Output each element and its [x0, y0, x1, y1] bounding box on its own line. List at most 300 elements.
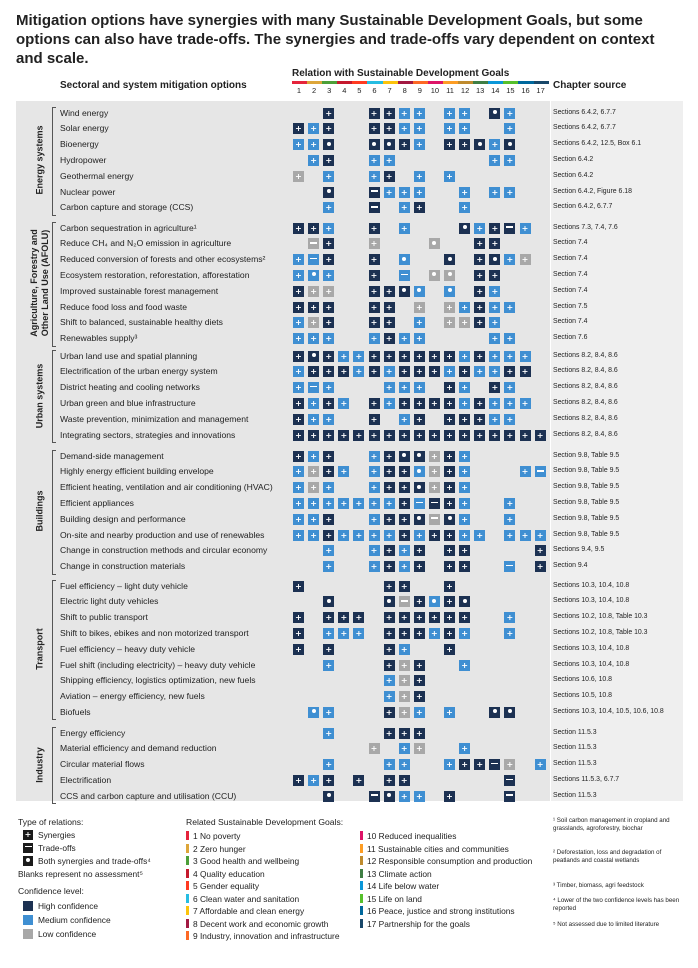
chapter-source: Sections 6.4.2, 12.5, Box 6.1 — [553, 140, 642, 148]
option-label: CCS and carbon capture and utilisation (CCU) — [60, 790, 237, 801]
synergy-cell: + — [459, 628, 470, 639]
options-column-header: Sectoral and system mitigation options — [60, 80, 247, 91]
synergy-cell: + — [459, 398, 470, 409]
high-confidence-swatch — [23, 901, 33, 911]
option-label: Solar energy — [60, 123, 109, 134]
mixed-cell — [444, 254, 455, 265]
synergy-cell: + — [384, 430, 395, 441]
synergy-cell: + — [338, 498, 349, 509]
synergy-cell: + — [399, 707, 410, 718]
synergy-cell: + — [308, 302, 319, 313]
synergy-cell: + — [308, 333, 319, 344]
mixed-cell — [414, 466, 425, 477]
synergy-cell: + — [323, 707, 334, 718]
chapter-source: Sections 10.2, 10.8, Table 10.3 — [553, 628, 648, 636]
synergy-cell: + — [504, 759, 515, 770]
option-label: Shift to bikes, ebikes and non motorized transport — [60, 627, 249, 638]
chapter-source: Section 9.8, Table 9.5 — [553, 467, 620, 475]
sector-bracket — [52, 350, 56, 443]
chapter-source: Section 9.8, Table 9.5 — [553, 514, 620, 522]
mixed-cell — [414, 286, 425, 297]
synergy-cell: + — [399, 743, 410, 754]
synergy-cell: + — [323, 155, 334, 166]
synergy-cell: + — [369, 108, 380, 119]
synergy-cell: + — [293, 351, 304, 362]
synergy-cell: + — [369, 430, 380, 441]
synergy-cell: + — [399, 628, 410, 639]
synergy-cell: + — [369, 254, 380, 265]
synergy-cell: + — [535, 759, 546, 770]
synergy-cell: + — [399, 561, 410, 572]
option-label: Material efficiency and demand reduction — [60, 743, 217, 754]
synergy-cell: + — [474, 286, 485, 297]
synergy-cell: + — [384, 759, 395, 770]
synergy-cell: + — [414, 171, 425, 182]
synergy-cell: + — [308, 139, 319, 150]
option-label: Urban green and blue infrastructure — [60, 397, 196, 408]
sector-label: Urban systems — [34, 363, 45, 428]
tradeoff-legend-label: Trade-offs — [38, 843, 76, 853]
synergy-cell: + — [459, 561, 470, 572]
mixed-cell — [399, 254, 410, 265]
synergy-cell: + — [353, 351, 364, 362]
synergy-cell: + — [384, 612, 395, 623]
synergy-cell: + — [414, 596, 425, 607]
synergy-cell: + — [504, 514, 515, 525]
synergy-cell: + — [520, 430, 531, 441]
sdg-number: 16 — [521, 86, 530, 95]
synergy-cell: + — [414, 351, 425, 362]
synergy-cell: + — [369, 270, 380, 281]
mixed-cell — [429, 596, 440, 607]
synergy-cell: + — [369, 530, 380, 541]
synergy-cell: + — [323, 382, 334, 393]
sdg-legend-item: 16 Peace, justice and strong institutions — [360, 906, 515, 917]
synergy-cell: + — [444, 430, 455, 441]
synergy-cell: + — [399, 430, 410, 441]
synergy-cell: + — [504, 382, 515, 393]
option-label: Aviation – energy efficiency, new fuels — [60, 691, 205, 702]
chapter-source: Sections 6.4.2, 6.7.7 — [553, 124, 616, 132]
synergy-cell: + — [338, 466, 349, 477]
sdg-number: 3 — [327, 86, 332, 95]
synergy-cell: + — [323, 123, 334, 134]
option-label: Bioenergy — [60, 139, 99, 150]
option-label: Reduce food loss and food waste — [60, 301, 188, 312]
sdg-legend-title: Related Sustainable Development Goals: — [186, 817, 344, 827]
mixed-cell — [429, 270, 440, 281]
synergy-cell: + — [429, 351, 440, 362]
synergy-cell: + — [399, 466, 410, 477]
synergy-cell: + — [399, 612, 410, 623]
synergy-cell: + — [323, 498, 334, 509]
synergy-cell: + — [414, 187, 425, 198]
tradeoff-cell — [399, 270, 410, 281]
synergy-cell: + — [474, 430, 485, 441]
synergy-cell: + — [414, 202, 425, 213]
synergy-cell: + — [429, 430, 440, 441]
synergy-cell: + — [384, 382, 395, 393]
synergy-cell: + — [429, 612, 440, 623]
synergy-cell: + — [384, 561, 395, 572]
mixed-cell — [369, 139, 380, 150]
both-legend-label: Both synergies and trade-offs⁴ — [38, 856, 151, 866]
synergy-cell: + — [293, 775, 304, 786]
synergy-cell: + — [459, 545, 470, 556]
blanks-legend-label: Blanks represent no assessment⁵ — [18, 869, 143, 879]
medium-confidence-swatch — [23, 915, 33, 925]
synergy-cell: + — [384, 108, 395, 119]
chapter-source: Section 9.8, Table 9.5 — [553, 451, 620, 459]
synergy-cell: + — [293, 482, 304, 493]
sdg-number: 15 — [506, 86, 515, 95]
synergy-cell: + — [444, 498, 455, 509]
synergy-cell: + — [459, 302, 470, 313]
synergy-cell: + — [459, 466, 470, 477]
sdg-legend-item: 12 Responsible consumption and production — [360, 856, 532, 867]
option-label: Reduce CH₄ and N₂O emission in agriculture — [60, 238, 232, 249]
synergy-cell: + — [308, 514, 319, 525]
synergy-cell: + — [384, 351, 395, 362]
synergy-cell: + — [520, 398, 531, 409]
chapter-source: Section 6.4.2 — [553, 171, 594, 179]
synergy-cell: + — [323, 759, 334, 770]
chapter-source: Sections 8.2, 8.4, 8.6 — [553, 398, 618, 406]
synergy-cell: + — [399, 728, 410, 739]
option-label: Fuel efficiency – heavy duty vehicle — [60, 643, 196, 654]
synergy-cell: + — [384, 530, 395, 541]
synergy-cell: + — [489, 351, 500, 362]
synergy-cell: + — [489, 317, 500, 328]
sector-bracket — [52, 107, 56, 216]
synergy-cell: + — [459, 743, 470, 754]
option-label: Carbon sequestration in agriculture¹ — [60, 222, 197, 233]
synergy-cell: + — [504, 498, 515, 509]
tradeoff-cell — [369, 791, 380, 802]
both-legend-icon — [23, 856, 33, 866]
synergy-cell: + — [369, 414, 380, 425]
chapter-source: Section 9.8, Table 9.5 — [553, 498, 620, 506]
synergy-cell: + — [293, 581, 304, 592]
sdg-number: 8 — [402, 86, 407, 95]
chapter-source: Section 6.4.2, Figure 6.18 — [553, 187, 632, 195]
option-label: Energy efficiency — [60, 727, 126, 738]
synergy-cell: + — [323, 530, 334, 541]
mixed-cell — [459, 223, 470, 234]
synergy-cell: + — [308, 317, 319, 328]
mixed-cell — [429, 238, 440, 249]
sdg-color-band — [413, 81, 428, 84]
synergy-cell: + — [323, 451, 334, 462]
synergy-cell: + — [414, 675, 425, 686]
synergy-cell: + — [369, 498, 380, 509]
synergy-cell: + — [323, 775, 334, 786]
option-label: Highly energy efficient building envelope — [60, 466, 214, 477]
synergy-cell: + — [293, 612, 304, 623]
tradeoff-cell — [489, 759, 500, 770]
synergy-cell: + — [369, 317, 380, 328]
chapter-source: Section 11.5.3 — [553, 728, 597, 736]
mixed-cell — [444, 514, 455, 525]
option-label: Nuclear power — [60, 186, 116, 197]
synergy-cell: + — [384, 644, 395, 655]
synergy-cell: + — [429, 482, 440, 493]
synergy-cell: + — [414, 317, 425, 328]
synergy-cell: + — [429, 398, 440, 409]
sdg-legend-item: 8 Decent work and economic growth — [186, 919, 328, 930]
synergy-cell: + — [384, 498, 395, 509]
mixed-cell — [474, 139, 485, 150]
synergy-cell: + — [459, 430, 470, 441]
synergy-cell: + — [474, 223, 485, 234]
synergy-cell: + — [369, 514, 380, 525]
synergy-cell: + — [414, 707, 425, 718]
mixed-cell — [444, 286, 455, 297]
chapter-source: Section 7.4 — [553, 239, 588, 247]
synergy-cell: + — [399, 691, 410, 702]
synergy-cell: + — [384, 398, 395, 409]
mixed-cell — [489, 707, 500, 718]
synergy-cell: + — [444, 171, 455, 182]
synergy-cell: + — [399, 530, 410, 541]
synergy-cell: + — [369, 223, 380, 234]
synergy-cell: + — [308, 223, 319, 234]
synergy-cell: + — [459, 514, 470, 525]
sdg-color-band — [398, 81, 413, 84]
mixed-cell — [323, 596, 334, 607]
footnote: ⁵ Not assessed due to limited literature — [553, 921, 660, 928]
synergy-cell: + — [384, 775, 395, 786]
synergy-cell: + — [399, 514, 410, 525]
high-confidence-label: High confidence — [38, 901, 99, 911]
mixed-cell — [384, 791, 395, 802]
synergy-cell: + — [308, 414, 319, 425]
synergy-cell: + — [353, 612, 364, 623]
mixed-cell — [414, 514, 425, 525]
option-label: Electric light duty vehicles — [60, 596, 159, 607]
synergy-cell: + — [384, 675, 395, 686]
tradeoff-cell — [308, 238, 319, 249]
synergy-cell: + — [414, 139, 425, 150]
tradeoff-legend-icon — [23, 843, 33, 853]
chapter-source: Section 9.8, Table 9.5 — [553, 530, 620, 538]
synergy-cell: + — [384, 286, 395, 297]
synergy-cell: + — [444, 466, 455, 477]
synergy-cell: + — [308, 123, 319, 134]
chapter-source: Sections 10.6, 10.8 — [553, 676, 612, 684]
sdg-color-band — [458, 81, 473, 84]
sdg-number: 11 — [446, 86, 454, 95]
synergy-cell: + — [369, 155, 380, 166]
synergy-cell: + — [353, 366, 364, 377]
synergy-cell: + — [414, 430, 425, 441]
synergy-cell: + — [308, 366, 319, 377]
sdg-number: 17 — [536, 86, 545, 95]
synergy-cell: + — [444, 302, 455, 313]
synergy-cell: + — [520, 466, 531, 477]
synergy-cell: + — [369, 366, 380, 377]
synergy-cell: + — [369, 398, 380, 409]
synergy-cell: + — [338, 398, 349, 409]
synergy-cell: + — [444, 139, 455, 150]
synergy-cell: + — [369, 561, 380, 572]
synergy-cell: + — [414, 628, 425, 639]
synergy-cell: + — [293, 382, 304, 393]
synergy-cell: + — [414, 366, 425, 377]
synergy-cell: + — [520, 254, 531, 265]
synergy-cell: + — [323, 302, 334, 313]
chapter-source: Section 9.8, Table 9.5 — [553, 483, 620, 491]
synergy-cell: + — [323, 482, 334, 493]
synergy-cell: + — [489, 333, 500, 344]
synergy-cell: + — [308, 398, 319, 409]
synergy-cell: + — [323, 286, 334, 297]
synergy-cell: + — [369, 743, 380, 754]
synergy-cell: + — [384, 628, 395, 639]
sdg-legend-item: 15 Life on land — [360, 894, 422, 905]
sdg-number: 4 — [342, 86, 347, 95]
synergy-cell: + — [353, 530, 364, 541]
synergy-cell: + — [429, 628, 440, 639]
synergy-cell: + — [323, 545, 334, 556]
chapter-source: Sections 8.2, 8.4, 8.6 — [553, 367, 618, 375]
mixed-cell — [323, 791, 334, 802]
synergy-cell: + — [444, 382, 455, 393]
synergy-cell: + — [399, 398, 410, 409]
synergy-cell: + — [399, 644, 410, 655]
synergy-cell: + — [444, 482, 455, 493]
synergy-cell: + — [474, 351, 485, 362]
synergy-cell: + — [384, 155, 395, 166]
synergy-cell: + — [323, 333, 334, 344]
chapter-source: Sections 8.2, 8.4, 8.6 — [553, 414, 618, 422]
synergy-cell: + — [489, 187, 500, 198]
sdg-color-band — [337, 81, 352, 84]
chapter-column-header: Chapter source — [553, 80, 627, 91]
sdg-legend-item: 9 Industry, innovation and infrastructure — [186, 931, 340, 942]
synergy-cell: + — [459, 414, 470, 425]
synergy-cell: + — [474, 317, 485, 328]
chapter-source: Section 6.4.2 — [553, 155, 594, 163]
chapter-source: Section 9.4 — [553, 562, 588, 570]
sdg-color-band — [518, 81, 533, 84]
synergy-cell: + — [399, 775, 410, 786]
sdg-color-band — [503, 81, 518, 84]
footnote: ³ Timber, biomass, agri feedstock — [553, 882, 644, 889]
synergy-cell: + — [414, 660, 425, 671]
chapter-source: Section 7.4 — [553, 270, 588, 278]
synergy-cell: + — [444, 317, 455, 328]
option-label: Geothermal energy — [60, 170, 134, 181]
synergy-cell: + — [414, 728, 425, 739]
synergy-cell: + — [323, 612, 334, 623]
chapter-source: Sections 10.5, 10.8 — [553, 692, 612, 700]
synergy-cell: + — [504, 530, 515, 541]
option-label: Fuel efficiency – light duty vehicle — [60, 580, 188, 591]
synergy-cell: + — [489, 430, 500, 441]
synergy-cell: + — [323, 202, 334, 213]
synergy-cell: + — [489, 366, 500, 377]
option-label: Improved sustainable forest management — [60, 285, 219, 296]
synergy-cell: + — [369, 451, 380, 462]
synergy-cell: + — [384, 366, 395, 377]
synergy-cell: + — [293, 223, 304, 234]
synergy-cell: + — [384, 171, 395, 182]
synergy-cell: + — [429, 466, 440, 477]
synergy-cell: + — [308, 451, 319, 462]
synergy-cell: + — [414, 545, 425, 556]
footnote: ⁴ Lower of the two confidence levels has been reported — [553, 897, 680, 912]
synergy-cell: + — [323, 108, 334, 119]
chapter-source: Sections 7.3, 7.4, 7.6 — [553, 223, 618, 231]
synergy-cell: + — [384, 123, 395, 134]
option-label: Electrification — [60, 774, 112, 785]
synergy-cell: + — [489, 270, 500, 281]
synergy-cell: + — [293, 286, 304, 297]
sdg-color-band — [367, 81, 382, 84]
synergy-cell: + — [308, 498, 319, 509]
synergy-cell: + — [293, 317, 304, 328]
synergy-cell: + — [489, 382, 500, 393]
synergy-cell: + — [414, 691, 425, 702]
mixed-cell — [308, 270, 319, 281]
synergy-cell: + — [474, 530, 485, 541]
synergy-cell: + — [399, 139, 410, 150]
sector-label: Industry — [34, 746, 45, 783]
synergy-cell: + — [520, 366, 531, 377]
page-title: Mitigation options have synergies with many Sustainable Development Goals, but some options can also have trade-offs. The synergies and trade-offs vary dependent on context and scale. — [16, 12, 655, 67]
synergy-cell: + — [369, 171, 380, 182]
sdg-legend-item: 5 Gender equality — [186, 881, 259, 892]
synergy-cell: + — [369, 286, 380, 297]
synergy-cell: + — [384, 728, 395, 739]
synergy-cell: + — [293, 498, 304, 509]
synergy-cell: + — [489, 139, 500, 150]
synergy-cell: + — [444, 414, 455, 425]
synergy-cell: + — [489, 155, 500, 166]
sdg-number: 9 — [417, 86, 422, 95]
synergy-cell: + — [489, 302, 500, 313]
synergy-cell: + — [504, 628, 515, 639]
chapter-source: Section 7.4 — [553, 318, 588, 326]
synergy-cell: + — [504, 302, 515, 313]
synergy-cell: + — [323, 171, 334, 182]
medium-confidence-label: Medium confidence — [38, 915, 111, 925]
synergy-cell: + — [474, 254, 485, 265]
sdg-legend-item: 14 Life below water — [360, 881, 439, 892]
synergy-cell: + — [444, 366, 455, 377]
chapter-source: Sections 10.3, 10.4, 10.8 — [553, 660, 630, 668]
synergy-cell: + — [308, 155, 319, 166]
sdg-color-band — [534, 81, 549, 84]
synergy-cell: + — [399, 414, 410, 425]
synergy-cell: + — [323, 561, 334, 572]
synergy-cell: + — [384, 514, 395, 525]
synergy-cell: + — [414, 791, 425, 802]
synergy-cell: + — [459, 759, 470, 770]
mixed-cell — [399, 451, 410, 462]
synergy-cell: + — [308, 466, 319, 477]
option-label: District heating and cooling networks — [60, 382, 200, 393]
mixed-cell — [384, 139, 395, 150]
synergy-cell: + — [308, 482, 319, 493]
synergy-cell: + — [399, 123, 410, 134]
synergy-cell: + — [414, 612, 425, 623]
synergy-cell: + — [474, 759, 485, 770]
synergy-cell: + — [399, 187, 410, 198]
tradeoff-cell — [399, 596, 410, 607]
synergy-legend-label: Synergies — [38, 830, 76, 840]
